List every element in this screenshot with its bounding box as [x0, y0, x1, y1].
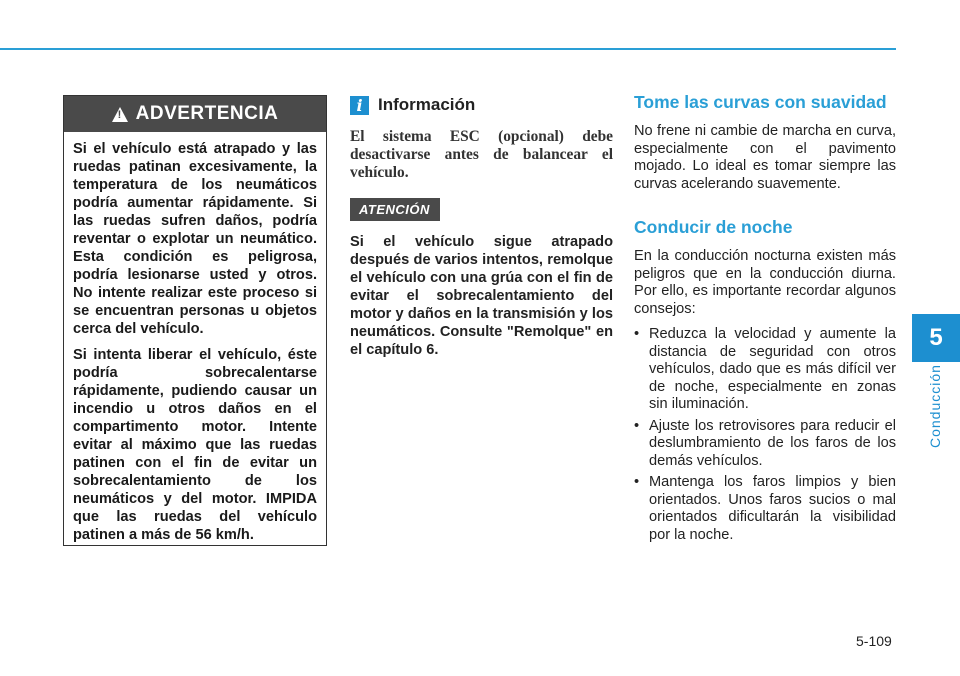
section-text: En la conducción nocturna existen más peligros que en la conducción diurna. Por ello, es importante recordar algunos consejos: [634, 248, 896, 317]
attention-text: Si el vehículo sigue atrapado después de varios intentos, remolque el vehículo con una grúa con el fin de evitar el sobrecalentamiento del motor y daños en la transmisión y los neumáticos. Consulte "Remolque" en el capítulo 6. [350, 234, 613, 358]
chapter-number-tab: 5 [912, 314, 960, 362]
list-item: • Reduzca la velocidad y aumente la distancia de seguridad con otros vehículos, dado que es más difícil ver de noche, especialmente en zonas sin iluminación. [634, 326, 896, 414]
section-text: No frene ni cambie de marcha en curva, especialmente con el pavimento mojado. Lo ideal es tomar siempre las curvas acelerando suavemente. [634, 123, 896, 192]
attention-badge: ATENCIÓN [350, 198, 440, 221]
warning-title: ADVERTENCIA [135, 103, 279, 124]
info-column [350, 95, 613, 359]
warning-body [64, 132, 326, 544]
section-title: Tome las curvas con suavidad [634, 92, 887, 112]
driving-tips-column [634, 92, 896, 548]
warning-paragraph: Si el vehículo está atrapado y las ruedas patinan excesivamente, la temperatura de los neumáticos podría aumentar rápidamente. Si las ruedas sufren daños, podría reventar o explotar un neumático. Esta condición es peligrosa, podría lesionarse usted y otros. No intente realizar este proceso si se encuentran personas u objetos cerca del vehículo. [73, 141, 317, 337]
info-icon: i [350, 96, 369, 115]
section-title: Conducir de noche [634, 217, 793, 237]
info-header [350, 95, 613, 115]
page-number: 5-109 [856, 633, 892, 649]
warning-header [64, 96, 326, 132]
list-item: • Mantenga los faros limpios y bien orientados. Unos faros sucios o mal orientados dificultarán la visibilidad por la noche. [634, 474, 896, 544]
night-driving-section [634, 217, 896, 544]
warning-triangle-icon [112, 107, 128, 122]
header-rule [0, 48, 896, 50]
warning-box [63, 95, 327, 546]
tips-list [634, 326, 896, 544]
info-text: El sistema ESC (opcional) debe desactivarse antes de balancear el vehículo. [350, 128, 613, 181]
chapter-label: Conducción [927, 364, 943, 448]
list-item: • Ajuste los retrovisores para reducir el deslumbramiento de los faros de los demás vehículos. [634, 418, 896, 471]
info-title: Información [378, 95, 476, 114]
warning-paragraph: Si intenta liberar el vehículo, éste podría sobrecalentarse rápidamente, pudiendo causar un incendio u otros daños en el compartimento motor. Intente evitar al máximo que las ruedas patinen con el fin de evitar un sobrecalentamiento de los neumáticos y del motor. IMPIDA que las ruedas del vehículo patinen a más de 56 km/h. [73, 347, 317, 543]
